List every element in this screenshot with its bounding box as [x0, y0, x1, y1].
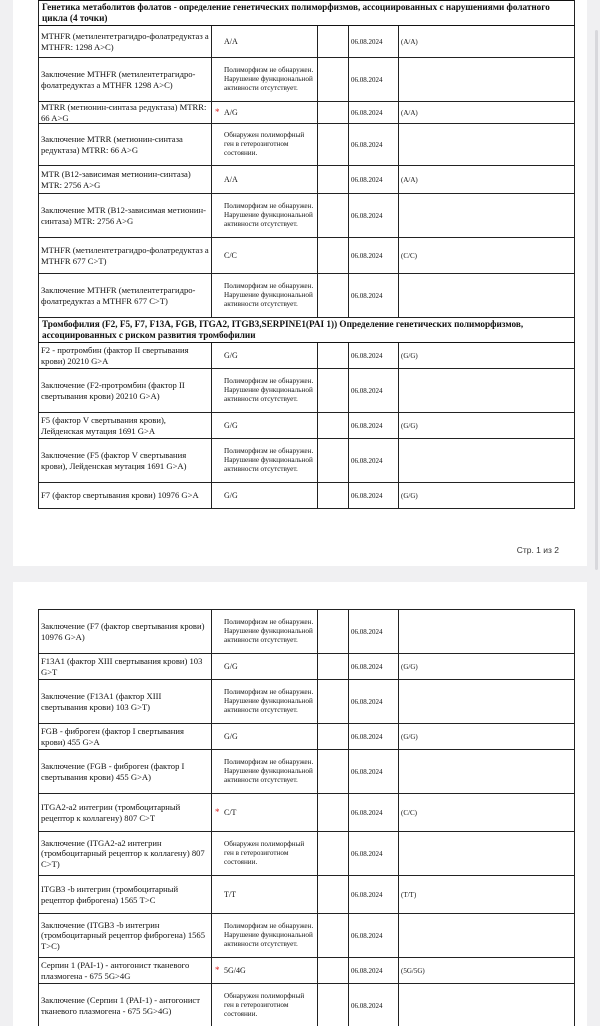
table-row: [39, 124, 575, 166]
value-text: C/C: [224, 250, 237, 260]
test-name: Заключение MTRR (метионин-синтаза редуктаза) MTRR: 66 A>G: [39, 124, 212, 166]
value-text: Обнаружен полиморфный ген в гетерозиготном состоянии.: [224, 840, 305, 866]
test-name: Заключение (F2-протромбин (фактор II свертывания крови) 20210 G>A): [39, 369, 212, 413]
result-date: 06.08.2024: [349, 654, 399, 680]
result-date: 06.08.2024: [349, 238, 399, 274]
value-text: Обнаружен полиморфный ген в гетерозиготном состоянии.: [224, 992, 305, 1018]
abnormal-flag: *: [215, 964, 220, 975]
table-row: [39, 680, 575, 724]
result-date: 06.08.2024: [349, 274, 399, 318]
reference-value: (G/G): [399, 343, 575, 369]
test-name: Заключение (F13A1 (фактор XIII свертывания крови) 103 G>T): [39, 680, 212, 724]
result-date: 06.08.2024: [349, 794, 399, 832]
test-name: ITGA2-a2 интегрин (тромбоцитарный рецептор к коллагену) 807 C>T: [39, 794, 212, 832]
table-row: [39, 876, 575, 914]
value-text: G/G: [224, 420, 238, 430]
result-date: 06.08.2024: [349, 958, 399, 984]
table-row: [39, 413, 575, 439]
test-name: ITGB3 -b интегрин (тромбоцитарный рецептор фиброгена) 1565 T>C: [39, 876, 212, 914]
value-text: Полиморфизм не обнаружен. Нарушение функциональной активности отсутствует.: [224, 447, 314, 473]
reference-value: [399, 750, 575, 794]
value-text: G/G: [224, 350, 238, 360]
empty-cell: [318, 166, 349, 194]
section-title: Тромбофилия (F2, F5, F7, F13A, FGB, ITGA2, ITGB3,SERPINE1(PAI 1)) Определение генетических полиморфизмов, ассоциированных с риском развития тромбофилии: [39, 318, 575, 343]
empty-cell: [318, 343, 349, 369]
conclusion-text: [212, 439, 318, 483]
table-row: [39, 194, 575, 238]
result-value: [212, 343, 318, 369]
test-name: Заключение (Серпин 1 (PAI-1) - антогонист тканевого плазмогена - 675 5G>4G): [39, 984, 212, 1026]
result-date: 06.08.2024: [349, 413, 399, 439]
empty-cell: [318, 958, 349, 984]
conclusion-text: [212, 274, 318, 318]
empty-cell: [318, 724, 349, 750]
result-value: [212, 238, 318, 274]
table-row: [39, 343, 575, 369]
result-value: [212, 958, 318, 984]
test-name: F13A1 (фактор XIII свертывания крови) 103 G>T: [39, 654, 212, 680]
table-row: [39, 26, 575, 58]
value-text: Полиморфизм не обнаружен. Нарушение функциональной активности отсутствует.: [224, 618, 314, 644]
conclusion-text: [212, 750, 318, 794]
reference-value: [399, 984, 575, 1026]
reference-value: (5G/5G): [399, 958, 575, 984]
page-1: [13, 0, 587, 566]
empty-cell: [318, 102, 349, 124]
result-date: 06.08.2024: [349, 26, 399, 58]
test-name: F5 (фактор V свертывания крови), Лейденская мутация 1691 G>A: [39, 413, 212, 439]
reference-value: (G/G): [399, 483, 575, 509]
value-text: Полиморфизм не обнаружен. Нарушение функциональной активности отсутствует.: [224, 377, 314, 403]
reference-value: [399, 439, 575, 483]
abnormal-flag: *: [215, 106, 220, 117]
value-text: A/G: [224, 107, 238, 117]
reference-value: (G/G): [399, 654, 575, 680]
table-row: [39, 914, 575, 958]
result-date: 06.08.2024: [349, 984, 399, 1026]
test-name: Заключение MTHFR (метилентетрагидро-фолатредуктаз а MTHFR 677 C>T): [39, 274, 212, 318]
empty-cell: [318, 984, 349, 1026]
reference-value: (G/G): [399, 724, 575, 750]
test-name: Заключение (F5 (фактор V свертывания крови), Лейденская мутация 1691 G>A): [39, 439, 212, 483]
conclusion-text: [212, 914, 318, 958]
reference-value: [399, 369, 575, 413]
conclusion-text: [212, 610, 318, 654]
value-text: Полиморфизм не обнаружен. Нарушение функциональной активности отсутствует.: [224, 202, 314, 228]
value-text: Полиморфизм не обнаружен. Нарушение функциональной активности отсутствует.: [224, 66, 314, 92]
reference-value: [399, 610, 575, 654]
reference-value: (G/G): [399, 413, 575, 439]
result-date: 06.08.2024: [349, 832, 399, 876]
test-name: MTHFR (метилентетрагидро-фолатредуктаз а MTHFR 677 C>T): [39, 238, 212, 274]
result-date: 06.08.2024: [349, 724, 399, 750]
result-date: 06.08.2024: [349, 610, 399, 654]
result-date: 06.08.2024: [349, 439, 399, 483]
empty-cell: [318, 26, 349, 58]
table-row: [39, 483, 575, 509]
reference-value: (C/C): [399, 794, 575, 832]
reference-value: (A/A): [399, 102, 575, 124]
empty-cell: [318, 610, 349, 654]
test-name: MTHFR (метилентетрагидро-фолатредуктаз а MTHFR: 1298 A>C): [39, 26, 212, 58]
abnormal-flag: *: [215, 806, 220, 817]
empty-cell: [318, 483, 349, 509]
section-header-row: [39, 1, 575, 26]
empty-cell: [318, 680, 349, 724]
value-text: T/T: [224, 889, 236, 899]
empty-cell: [318, 274, 349, 318]
result-value: [212, 483, 318, 509]
result-value: [212, 166, 318, 194]
test-name: MTRR (метионин-синтаза редуктаза) MTRR: 66 A>G: [39, 102, 212, 124]
result-date: 06.08.2024: [349, 914, 399, 958]
reference-value: [399, 194, 575, 238]
section-title: Генетика метаболитов фолатов - определение генетических полиморфизмов, ассоциированных с нарушениями фолатного цикла (4 точки): [39, 1, 575, 26]
conclusion-text: [212, 984, 318, 1026]
table-row: [39, 832, 575, 876]
test-name: MTR (B12-зависимая метионин-синтаза) MTR: 2756 A>G: [39, 166, 212, 194]
value-text: A/A: [224, 174, 238, 184]
value-text: Обнаружен полиморфный ген в гетерозиготном состоянии.: [224, 131, 305, 157]
empty-cell: [318, 439, 349, 483]
test-name: Заключение MTR (B12-зависимая метионин-синтаза) MTR: 2756 A>G: [39, 194, 212, 238]
value-text: Полиморфизм не обнаружен. Нарушение функциональной активности отсутствует.: [224, 282, 314, 308]
test-name: F7 (фактор свертывания крови) 10976 G>A: [39, 483, 212, 509]
result-value: [212, 102, 318, 124]
empty-cell: [318, 369, 349, 413]
empty-cell: [318, 794, 349, 832]
value-text: Полиморфизм не обнаружен. Нарушение функциональной активности отсутствует.: [224, 922, 314, 948]
result-date: 06.08.2024: [349, 680, 399, 724]
value-text: C/T: [224, 807, 237, 817]
conclusion-text: [212, 369, 318, 413]
page-2: [13, 582, 587, 1026]
test-name: F2 - протромбин (фактор II свертывания крови) 20210 G>A: [39, 343, 212, 369]
empty-cell: [318, 58, 349, 102]
table-row: [39, 654, 575, 680]
table-row: [39, 610, 575, 654]
section-header-row: [39, 318, 575, 343]
results-table-page-1: [38, 0, 575, 509]
table-row: [39, 166, 575, 194]
reference-value: [399, 58, 575, 102]
test-name: Серпин 1 (PAI-1) - антогонист тканевого плазмогена - 675 5G>4G: [39, 958, 212, 984]
value-text: G/G: [224, 661, 238, 671]
scrollbar[interactable]: [595, 30, 598, 570]
table-row: [39, 102, 575, 124]
reference-value: [399, 832, 575, 876]
test-name: FGB - фиброген (фактор I свертывания крови) 455 G>A: [39, 724, 212, 750]
result-date: 06.08.2024: [349, 750, 399, 794]
result-value: [212, 413, 318, 439]
value-text: Полиморфизм не обнаружен. Нарушение функциональной активности отсутствует.: [224, 688, 314, 714]
test-name: Заключение (FGB - фиброген (фактор I свертывания крови) 455 G>A): [39, 750, 212, 794]
table-row: [39, 750, 575, 794]
conclusion-text: [212, 194, 318, 238]
conclusion-text: [212, 58, 318, 102]
table-row: [39, 274, 575, 318]
test-name: Заключение (ITGB3 -b интегрин (тромбоцитарный рецептор фиброгена) 1565 T>C): [39, 914, 212, 958]
table-row: [39, 369, 575, 413]
empty-cell: [318, 124, 349, 166]
table-row: [39, 58, 575, 102]
result-value: [212, 26, 318, 58]
table-row: [39, 439, 575, 483]
results-table-page-2: [38, 609, 575, 1026]
test-name: Заключение (ITGA2-a2 интегрин (тромбоцитарный рецептор к коллагену) 807 C>T): [39, 832, 212, 876]
value-text: G/G: [224, 490, 238, 500]
empty-cell: [318, 914, 349, 958]
reference-value: (A/A): [399, 166, 575, 194]
conclusion-text: [212, 832, 318, 876]
test-name: Заключение MTHFR (метилентетрагидро-фолатредуктаз а MTHFR 1298 A>C): [39, 58, 212, 102]
table-row: [39, 984, 575, 1026]
value-text: Полиморфизм не обнаружен. Нарушение функциональной активности отсутствует.: [224, 758, 314, 784]
table-row: [39, 724, 575, 750]
result-date: 06.08.2024: [349, 369, 399, 413]
empty-cell: [318, 654, 349, 680]
reference-value: [399, 274, 575, 318]
table-row: [39, 794, 575, 832]
empty-cell: [318, 876, 349, 914]
reference-value: [399, 680, 575, 724]
empty-cell: [318, 832, 349, 876]
result-value: [212, 724, 318, 750]
result-value: [212, 876, 318, 914]
result-date: 06.08.2024: [349, 124, 399, 166]
result-value: [212, 654, 318, 680]
reference-value: [399, 124, 575, 166]
empty-cell: [318, 750, 349, 794]
reference-value: (C/C): [399, 238, 575, 274]
result-date: 06.08.2024: [349, 343, 399, 369]
reference-value: (T/T): [399, 876, 575, 914]
empty-cell: [318, 194, 349, 238]
table-row: [39, 958, 575, 984]
value-text: G/G: [224, 731, 238, 741]
result-value: [212, 794, 318, 832]
empty-cell: [318, 238, 349, 274]
result-date: 06.08.2024: [349, 876, 399, 914]
empty-cell: [318, 413, 349, 439]
value-text: 5G/4G: [224, 965, 246, 975]
conclusion-text: [212, 124, 318, 166]
value-text: A/A: [224, 36, 238, 46]
table-row: [39, 238, 575, 274]
reference-value: [399, 914, 575, 958]
conclusion-text: [212, 680, 318, 724]
page-number: Стр. 1 из 2: [516, 545, 559, 555]
result-date: 06.08.2024: [349, 166, 399, 194]
test-name: Заключение (F7 (фактор свертывания крови) 10976 G>A): [39, 610, 212, 654]
result-date: 06.08.2024: [349, 194, 399, 238]
result-date: 06.08.2024: [349, 483, 399, 509]
result-date: 06.08.2024: [349, 58, 399, 102]
reference-value: (A/A): [399, 26, 575, 58]
result-date: 06.08.2024: [349, 102, 399, 124]
